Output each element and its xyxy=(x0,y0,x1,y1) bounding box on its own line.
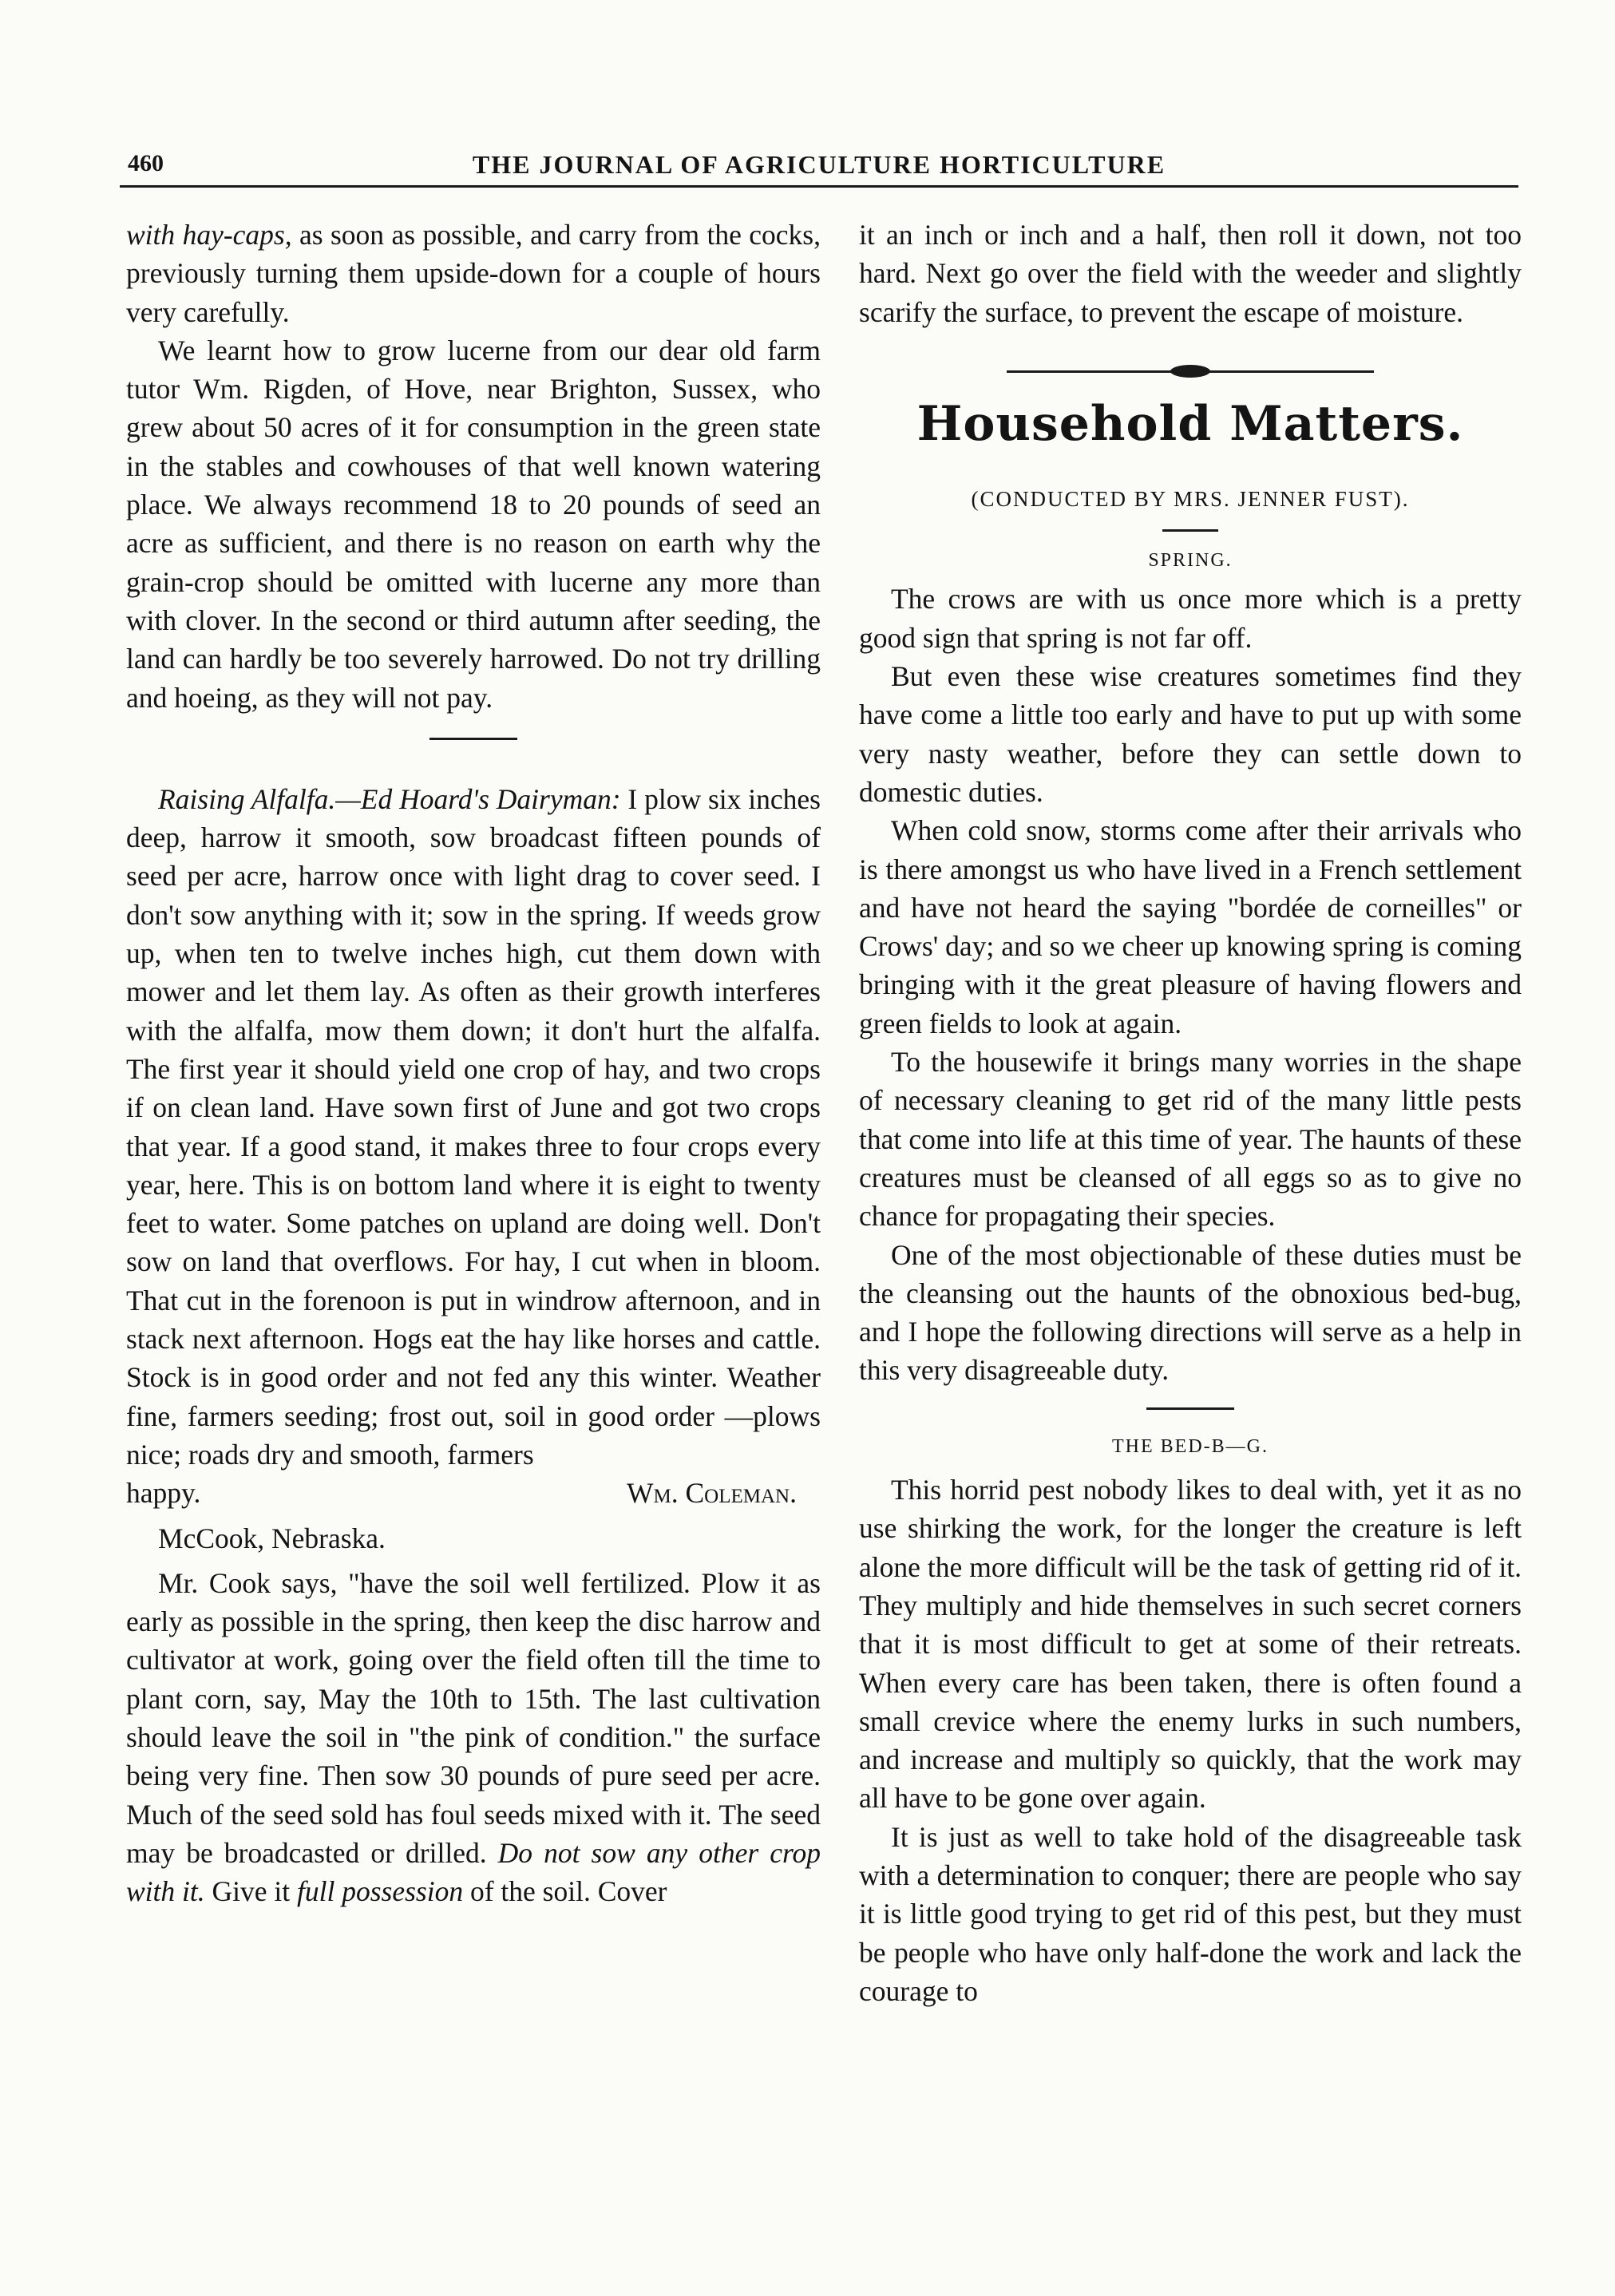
paragraph: But even these wise creatures sometimes find they have come a little too early and have to put up with some very nasty weather, before they can settle down to domestic duties. xyxy=(859,660,1522,808)
ornament-divider xyxy=(1007,363,1374,379)
subheading: THE BED-B—G. xyxy=(1112,1435,1269,1457)
left-column xyxy=(126,216,821,1910)
section-heading: Household Matters. xyxy=(916,395,1464,452)
paragraph xyxy=(126,780,821,1474)
ornament-icon xyxy=(1170,365,1210,378)
paragraph: When cold snow, storms come after their arrivals who is there amongst us who have lived in a French settlement and have not heard the saying "bordée de corneilles" or Crows' day; and so we cheer up knowing spring is coming bringing with it the great pleasure of having flowers and green fields to look at again. xyxy=(859,814,1522,1039)
page-header xyxy=(120,144,1518,184)
paragraph: This horrid pest nobody likes to deal with, yet it as no use shirking the work, for the longer the creature is left alone the more difficult will be the task of getting rid of it. They multiply and hide themselves in such secret corners that it is most difficult to get at some of their retreats. When every care has been taken, there is often found a small crevice where the enemy lurks in such numbers, and increase and multiply so quickly, that the work may all have to be gone over again. xyxy=(859,1474,1522,1815)
paragraph: One of the most objectionable of these duties must be the cleansing out the haunts of the obnoxious bed-bug, and I hope the following directions will serve as a help in this very disagreeable duty. xyxy=(859,1238,1522,1387)
paragraph-text: of the soil. Cover xyxy=(463,1875,667,1908)
paragraph xyxy=(126,216,821,331)
paragraph-text: as soon as possible, and carry from the cocks, previously turning them upside-down for a couple of hours very carefully. xyxy=(126,219,821,328)
paragraph: it an inch or inch and a half, then roll it down, not too hard. Next go over the field with the weeder and slightly scarify the surface, to prevent the escape of moisture. xyxy=(859,219,1522,328)
paragraph-text: Mr. Cook says, "have the soil well fertilized. Plow it as early as possible in the spring, then keep the disc harrow and cultivator at work, going over the field often till the time to plant corn, say, May the 10th to 15th. The last cultivation should leave the soil in "the pink of condition." the surface being very fine. Then sow 30 pounds of pure seed per acre. Much of the seed sold has foul seeds mixed with it. The seed may be broadcasted or drilled. xyxy=(126,1566,821,1869)
italic-phrase: full possession xyxy=(297,1875,464,1908)
paragraph xyxy=(126,1564,821,1911)
paragraph: The crows are with us once more which is a pretty good sign that spring is not far off. xyxy=(859,583,1522,654)
italic-phrase: with hay-caps, xyxy=(126,219,292,251)
paragraph-text: Give it xyxy=(204,1875,297,1908)
paragraph-text: happy. xyxy=(126,1477,201,1510)
page-number: 460 xyxy=(128,150,164,176)
header-rule xyxy=(120,185,1518,188)
signature: Wm. Coleman. xyxy=(627,1477,797,1510)
paragraph: McCook, Nebraska. xyxy=(158,1522,386,1554)
subheading: SPRING. xyxy=(1148,550,1233,572)
right-column xyxy=(859,216,1522,2010)
paragraph: We learnt how to grow lucerne from our dear old farm tutor Wm. Rigden, of Hove, near Brighton, Sussex, who grew about 50 acres of it for consumption in the green state in the stables and cowhouses of that well known watering place. We always recommend 18 to 20 pounds of seed an acre as sufficient, and there is no reason on earth why the grain-crop should be omitted with lucerne any more than with clover. In the second or third autumn after seeding, the land can hardly be too severely harrowed. Do not try drilling and hoeing, as they will not pay. xyxy=(126,334,821,714)
italic-phrase: Raising Alfalfa.—Ed Hoard's Dairyman: xyxy=(158,782,621,815)
italic-phrase: Do not sow any other crop with it. xyxy=(126,1836,821,1908)
paragraph: It is just as well to take hold of the disagreeable task with a determination to conquer; there are people who say it is little good trying to get rid of this pest, but they must be people who have only half-done the work and lack the courage to xyxy=(859,1820,1522,2007)
paragraph: To the housewife it brings many worries in the shape of necessary cleaning to get rid of the many little pests that come into life at this time of year. The haunts of these creatures must be cleansed of all eggs so as to give no chance for propagating their species. xyxy=(859,1046,1522,1233)
signature-line xyxy=(126,1474,821,1512)
conductor-credit: (CONDUCTED BY MRS. JENNER FUST). xyxy=(971,486,1410,511)
running-title: THE JOURNAL OF AGRICULTURE HORTICULTURE xyxy=(472,150,1166,179)
paragraph-text: I plow six inches deep, harrow it smooth, sow broadcast fifteen pounds of seed per acre, harrow once with light drag to cover seed. I don't sow anything with it; sow in the spring. If weeds grow up, when ten to twelve inches high, cut them down with mower and let them lay. As often as their growth interferes with the alfalfa, mow them down; it don't hurt the alfalfa. The first year it should yield one crop of hay, and two crops if on clean land. Have sown first of June and got two crops that year. If a good stand, it makes three to four crops every year, here. This is on bottom land where it is eight to twenty feet to water. Some patches on upland are doing well. Don't sow on land that overflows. For hay, I cut when in bloom. That cut in the forenoon is put in windrow afternoon, and in stack next afternoon. Hogs eat the hay like horses and cattle. Stock is in good order and not fed any this winter. Weather fine, farmers seeding; frost out, soil in good order —plows nice; roads dry and smooth, farmers xyxy=(126,782,821,1471)
